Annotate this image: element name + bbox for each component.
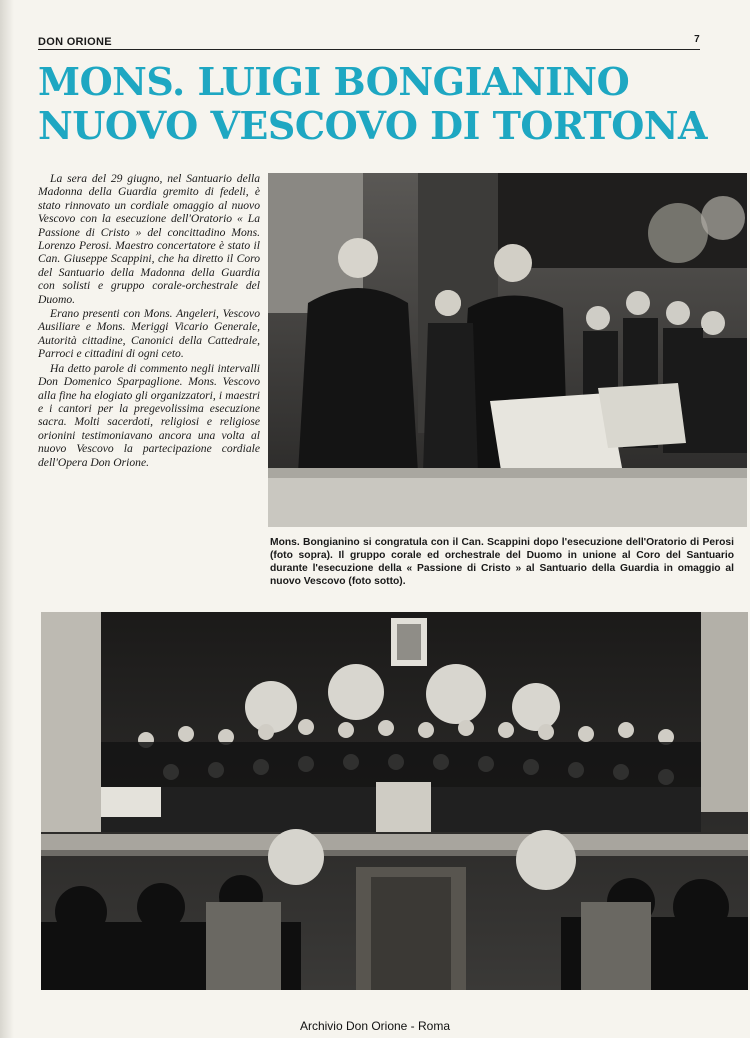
article-body: [38, 172, 260, 470]
header-rule: [38, 49, 700, 50]
headline-line-1: MONS. LUIGI BONGIANINO: [38, 59, 630, 104]
archive-footer: Archivio Don Orione - Roma: [299, 1019, 451, 1033]
headline-line-2: NUOVO VESCOVO DI TORTONA: [38, 103, 708, 148]
article-paragraph-1: La sera del 29 giugno, nel Santuario della Madonna della Guardia gremito di fedeli, è stato rinnovato un cordiale omaggio al nuovo Vescovo con la esecuzione dell'Oratorio « La Passione di Cristo » del concittadino Mons. Lorenzo Perosi. Maestro concertatore è stato il Can. Giuseppe Scappini, che ha diretto il Coro del Santuario della Madonna della Guardia con solisti e gruppo corale-orchestrale del Duomo.: [38, 172, 260, 306]
publication-name: DON ORIONE: [38, 36, 112, 48]
photo-handshake-image: [268, 173, 747, 527]
article-paragraph-2: Erano presenti con Mons. Angeleri, Vescovo Ausiliare e Mons. Meriggi Vicario Generale, Autorità cittadine, Canonici della Cattedrale, Parroci e cittadini di ogni ceto.: [38, 307, 260, 361]
running-header: [38, 36, 700, 50]
page-number: 7: [694, 34, 700, 45]
page-gutter-shadow: [0, 0, 14, 1038]
photo-caption: Mons. Bongianino si congratula con il Can. Scappini dopo l'esecuzione dell'Oratorio di Perosi (foto sopra). Il gruppo corale ed orchestrale del Duomo in unione al Coro del Santuario durante l'esecuzione della « Passione di Cristo » al Santuario della Guardia in omaggio al nuovo Vescovo (foto sotto).: [270, 537, 734, 587]
photo-choir-image: [41, 612, 748, 990]
headline: [38, 60, 738, 148]
photo-handshake: [268, 173, 747, 527]
photo-choir-orchestra: [41, 612, 748, 990]
article-paragraph-3: Ha detto parole di commento negli intervalli Don Domenico Sparpaglione. Mons. Vescovo alla fine ha elogiato gli organizzatori, i maestri e i cantori per la pregevolissima esecuzione sacra. Molti sacerdoti, religiosi e religiose orionini testimoniavano ancora una volta al nuovo Vescovo la partecipazione cordiale dell'Opera Don Orione.: [38, 361, 260, 469]
